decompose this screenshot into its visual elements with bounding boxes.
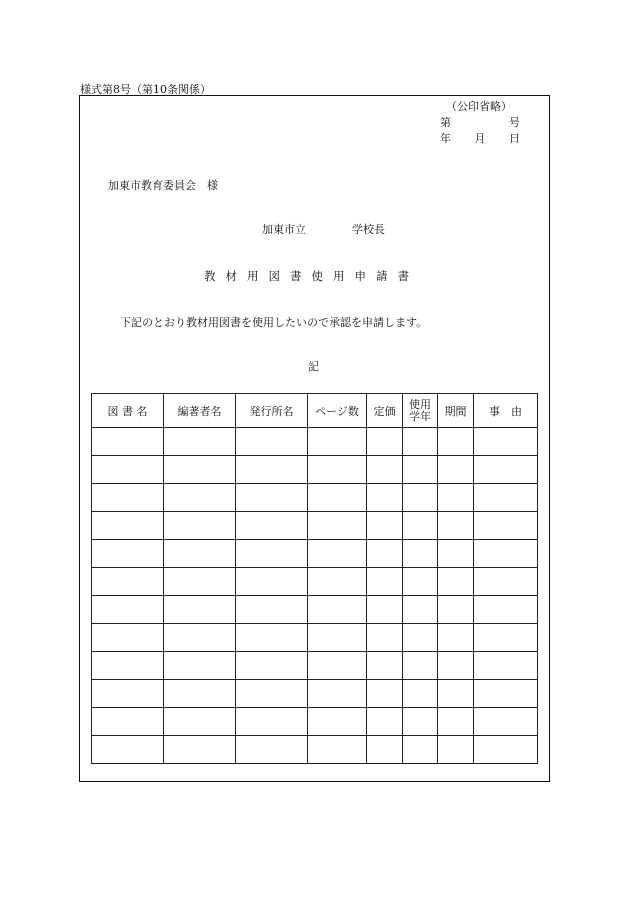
cell-reason[interactable] [474, 540, 538, 568]
cell-grade[interactable] [403, 596, 438, 624]
cell-author[interactable] [164, 456, 236, 484]
table-row [92, 512, 538, 540]
cell-price[interactable] [367, 708, 403, 736]
cell-price[interactable] [367, 596, 403, 624]
cell-page-count[interactable] [308, 736, 367, 764]
cell-period[interactable] [438, 540, 474, 568]
cell-publisher[interactable] [236, 736, 308, 764]
table-row [92, 736, 538, 764]
cell-period[interactable] [438, 456, 474, 484]
addressee: 加東市教育委員会 様 [108, 179, 218, 192]
header-grade-line1: 使用 [409, 397, 431, 411]
cell-page-count[interactable] [308, 624, 367, 652]
cell-grade[interactable] [403, 624, 438, 652]
cell-grade[interactable] [403, 428, 438, 456]
ki-heading: 記 [308, 360, 319, 373]
table-row [92, 708, 538, 736]
cell-book-title[interactable] [92, 708, 164, 736]
cell-book-title[interactable] [92, 428, 164, 456]
cell-page-count[interactable] [308, 652, 367, 680]
cell-book-title[interactable] [92, 652, 164, 680]
cell-book-title[interactable] [92, 540, 164, 568]
document-title: 教材用図書使用申請書 [204, 269, 419, 283]
cell-reason[interactable] [474, 428, 538, 456]
cell-publisher[interactable] [236, 652, 308, 680]
cell-book-title[interactable] [92, 568, 164, 596]
cell-author[interactable] [164, 624, 236, 652]
cell-period[interactable] [438, 428, 474, 456]
cell-author[interactable] [164, 484, 236, 512]
applicant-school-line [262, 221, 385, 237]
cell-price[interactable] [367, 680, 403, 708]
cell-book-title[interactable] [92, 484, 164, 512]
table-body [92, 428, 538, 764]
cell-publisher[interactable] [236, 512, 308, 540]
cell-author[interactable] [164, 680, 236, 708]
cell-page-count[interactable] [308, 680, 367, 708]
cell-period[interactable] [438, 512, 474, 540]
book-list-table [91, 393, 538, 764]
table-row [92, 596, 538, 624]
cell-price[interactable] [367, 624, 403, 652]
cell-reason[interactable] [474, 652, 538, 680]
cell-author[interactable] [164, 512, 236, 540]
cell-period[interactable] [438, 484, 474, 512]
cell-page-count[interactable] [308, 540, 367, 568]
cell-book-title[interactable] [92, 680, 164, 708]
cell-reason[interactable] [474, 708, 538, 736]
number-suffix: 号 [509, 116, 520, 129]
cell-reason[interactable] [474, 512, 538, 540]
cell-book-title[interactable] [92, 624, 164, 652]
cell-grade[interactable] [403, 512, 438, 540]
cell-price[interactable] [367, 456, 403, 484]
cell-reason[interactable] [474, 680, 538, 708]
cell-author[interactable] [164, 428, 236, 456]
cell-publisher[interactable] [236, 428, 308, 456]
request-body-text: 下記のとおり教材用図書を使用したいので承認を申請します。 [120, 316, 428, 329]
cell-publisher[interactable] [236, 624, 308, 652]
cell-grade[interactable] [403, 736, 438, 764]
cell-price[interactable] [367, 484, 403, 512]
cell-grade[interactable] [403, 456, 438, 484]
form-number-label: 様式第8号（第10条関係） [80, 83, 211, 96]
cell-page-count[interactable] [308, 708, 367, 736]
cell-publisher[interactable] [236, 680, 308, 708]
cell-price[interactable] [367, 652, 403, 680]
date-row [440, 130, 520, 146]
seal-omitted-note: （公印省略） [446, 100, 512, 113]
date-month: 月 [474, 132, 486, 145]
header-reason: 事 由 [474, 394, 538, 428]
cell-book-title[interactable] [92, 596, 164, 624]
cell-grade[interactable] [403, 484, 438, 512]
table-row [92, 652, 538, 680]
cell-price[interactable] [367, 540, 403, 568]
cell-price[interactable] [367, 736, 403, 764]
header-period: 期間 [438, 394, 474, 428]
cell-page-count[interactable] [308, 456, 367, 484]
cell-period[interactable] [438, 652, 474, 680]
cell-price[interactable] [367, 568, 403, 596]
cell-period[interactable] [438, 680, 474, 708]
header-book-title: 図 書 名 [92, 394, 164, 428]
cell-page-count[interactable] [308, 512, 367, 540]
cell-grade[interactable] [403, 708, 438, 736]
table-row [92, 456, 538, 484]
cell-page-count[interactable] [308, 428, 367, 456]
cell-period[interactable] [438, 568, 474, 596]
cell-grade[interactable] [403, 540, 438, 568]
cell-publisher[interactable] [236, 540, 308, 568]
cell-publisher[interactable] [236, 484, 308, 512]
cell-book-title[interactable] [92, 736, 164, 764]
cell-period[interactable] [438, 624, 474, 652]
table-row [92, 428, 538, 456]
date-year: 年 [440, 132, 451, 145]
cell-reason[interactable] [474, 736, 538, 764]
header-page-count: ページ数 [308, 394, 367, 428]
table-row [92, 540, 538, 568]
cell-publisher[interactable] [236, 708, 308, 736]
cell-reason[interactable] [474, 596, 538, 624]
table-row [92, 568, 538, 596]
document-number-row [440, 114, 520, 130]
cell-book-title[interactable] [92, 512, 164, 540]
cell-period[interactable] [438, 596, 474, 624]
cell-publisher[interactable] [236, 568, 308, 596]
table-row [92, 484, 538, 512]
table-row [92, 680, 538, 708]
cell-publisher[interactable] [236, 456, 308, 484]
cell-period[interactable] [438, 708, 474, 736]
header-grade-line2: 学年 [409, 409, 431, 423]
cell-grade[interactable] [403, 568, 438, 596]
cell-author[interactable] [164, 736, 236, 764]
cell-reason[interactable] [474, 484, 538, 512]
school-prefix: 加東市立 [262, 223, 306, 236]
table-header-row [92, 394, 538, 428]
cell-author[interactable] [164, 652, 236, 680]
cell-page-count[interactable] [308, 484, 367, 512]
cell-author[interactable] [164, 708, 236, 736]
cell-author[interactable] [164, 596, 236, 624]
cell-book-title[interactable] [92, 456, 164, 484]
cell-price[interactable] [367, 428, 403, 456]
header-grade [403, 394, 438, 428]
cell-author[interactable] [164, 568, 236, 596]
date-day: 日 [509, 132, 520, 145]
header-price: 定価 [367, 394, 403, 428]
school-suffix: 学校長 [352, 223, 385, 236]
cell-page-count[interactable] [308, 596, 367, 624]
cell-author[interactable] [164, 540, 236, 568]
cell-reason[interactable] [474, 456, 538, 484]
cell-price[interactable] [367, 512, 403, 540]
cell-publisher[interactable] [236, 596, 308, 624]
cell-grade[interactable] [403, 652, 438, 680]
cell-reason[interactable] [474, 568, 538, 596]
header-publisher: 発行所名 [236, 394, 308, 428]
number-prefix: 第 [440, 116, 451, 129]
cell-grade[interactable] [403, 680, 438, 708]
table-row [92, 624, 538, 652]
cell-period[interactable] [438, 736, 474, 764]
cell-page-count[interactable] [308, 568, 367, 596]
header-author: 編著者名 [164, 394, 236, 428]
cell-reason[interactable] [474, 624, 538, 652]
